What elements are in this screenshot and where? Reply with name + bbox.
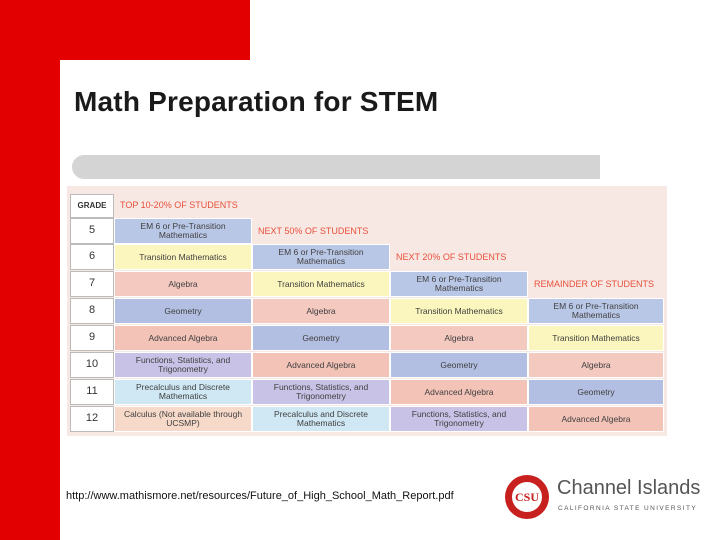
course-cell: Functions, Statistics, and Trigonometry: [390, 406, 528, 432]
stage-header: NEXT 20% OF STUDENTS: [396, 252, 507, 262]
course-cell: Precalculus and Discrete Mathematics: [252, 406, 390, 432]
grade-cell: 7: [70, 271, 114, 297]
logo-seal: [505, 475, 549, 519]
course-cell: Advanced Algebra: [528, 406, 664, 432]
course-cell: Geometry: [528, 379, 664, 405]
logo-monogram: CSU: [512, 482, 542, 512]
course-cell: EM 6 or Pre-Transition Mathematics: [114, 218, 252, 244]
csu-channel-islands-logo: [505, 475, 715, 519]
course-cell: Functions, Statistics, and Trigonometry: [114, 352, 252, 378]
stage-header: NEXT 50% OF STUDENTS: [258, 226, 369, 236]
table-grid: [70, 194, 664, 428]
course-cell: Algebra: [114, 271, 252, 297]
logo-name: Channel Islands: [557, 477, 701, 499]
course-cell: Geometry: [252, 325, 390, 351]
course-cell: Calculus (Not available through UCSMP): [114, 406, 252, 432]
source-url: http://www.mathismore.net/resources/Future_of_High_School_Math_Report.pdf: [66, 490, 454, 502]
course-cell: EM 6 or Pre-Transition Mathematics: [252, 244, 390, 270]
course-cell: Transition Mathematics: [114, 244, 252, 270]
course-cell: Geometry: [114, 298, 252, 324]
course-cell: Advanced Algebra: [252, 352, 390, 378]
grade-header: GRADE: [70, 194, 114, 218]
title-underline-bar: [72, 155, 600, 179]
course-cell: Functions, Statistics, and Trigonometry: [252, 379, 390, 405]
course-cell: Advanced Algebra: [114, 325, 252, 351]
grade-cell: 8: [70, 298, 114, 324]
course-cell: EM 6 or Pre-Transition Mathematics: [390, 271, 528, 297]
grade-cell: 10: [70, 352, 114, 378]
course-cell: Precalculus and Discrete Mathematics: [114, 379, 252, 405]
course-cell: Transition Mathematics: [528, 325, 664, 351]
course-sequence-table: [67, 186, 667, 436]
grade-cell: 11: [70, 379, 114, 405]
course-cell: Advanced Algebra: [390, 379, 528, 405]
course-cell: EM 6 or Pre-Transition Mathematics: [528, 298, 664, 324]
stage-header: REMAINDER OF STUDENTS: [534, 279, 655, 289]
slide-title: Math Preparation for STEM: [74, 86, 439, 117]
course-cell: Geometry: [390, 352, 528, 378]
grade-cell: 6: [70, 244, 114, 270]
grade-cell: 12: [70, 406, 114, 432]
grade-cell: 9: [70, 325, 114, 351]
red-side-strip: [0, 0, 60, 540]
logo-subtitle: CALIFORNIA STATE UNIVERSITY: [558, 505, 698, 512]
stage-header: TOP 10-20% OF STUDENTS: [120, 200, 238, 210]
course-cell: Algebra: [390, 325, 528, 351]
course-cell: Transition Mathematics: [252, 271, 390, 297]
course-cell: Transition Mathematics: [390, 298, 528, 324]
course-cell: Algebra: [252, 298, 390, 324]
course-cell: Algebra: [528, 352, 664, 378]
grade-cell: 5: [70, 218, 114, 244]
